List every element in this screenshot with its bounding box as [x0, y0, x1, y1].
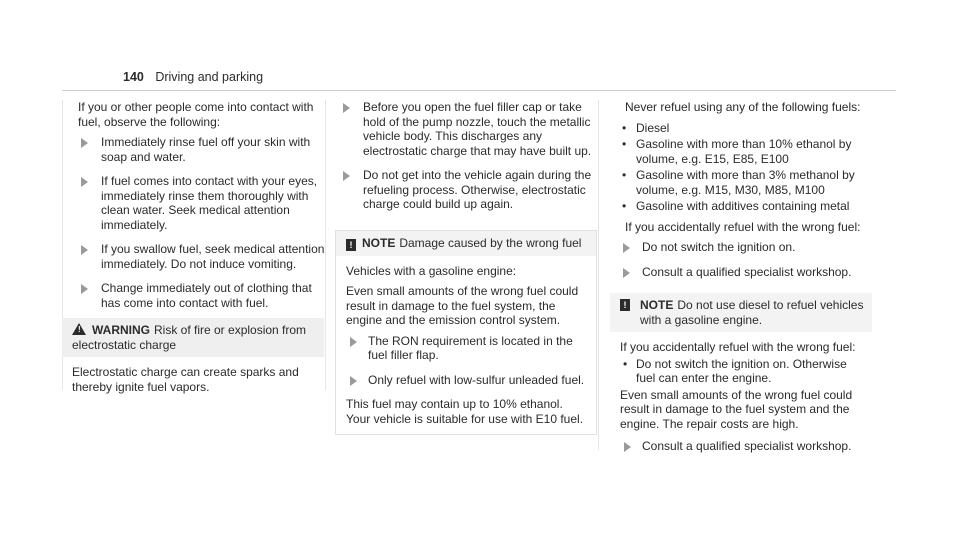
note-list: [620, 357, 864, 386]
step: [620, 439, 864, 454]
step-text: Do not switch the ignition on.: [642, 240, 796, 254]
column-divider: [598, 100, 599, 450]
step-arrow-icon: [343, 171, 350, 181]
step-text: Do not get into the vehicle again during the refueling process. Otherwise, electrostatic charge could build up again.: [363, 168, 592, 211]
step: [335, 168, 597, 212]
step-text: If you swallow fuel, seek medical attention immediately. Do not induce vomiting.: [101, 242, 325, 271]
step-arrow-icon: [624, 442, 631, 452]
warning-label: WARNING: [92, 323, 150, 337]
note-sub: Even small amounts of the wrong fuel could result in damage to the fuel system and the engine. The repair costs are high.: [620, 387, 853, 431]
list-item: • Diesel: [610, 121, 872, 136]
note-label: NOTE: [640, 298, 674, 312]
note-title: Damage caused by the wrong fuel: [399, 235, 582, 250]
warning-box-wrap: [62, 318, 324, 414]
step-text: Only refuel with low-sulfur unleaded fuel.: [368, 372, 585, 387]
accident-text: If you accidentally refuel with the wrong fuel:: [625, 219, 861, 234]
step: [346, 373, 588, 388]
warning-body: [62, 357, 324, 402]
step-arrow-icon: [81, 138, 88, 148]
step-text: Immediately rinse fuel off your skin with soap and water.: [101, 135, 311, 164]
header-rule: [62, 90, 896, 91]
note-box: [335, 230, 597, 436]
note-header: [336, 231, 596, 256]
note-p1: Vehicles with a gasoline engine:: [346, 263, 517, 278]
step-text: Change immediately out of clothing that has come into contact with fuel.: [101, 281, 312, 310]
warning-title: Risk of fire or explosion from electrostatic charge: [72, 323, 307, 352]
note-p3: This fuel may contain up to 10% ethanol. Your vehicle is suitable for use with E10 fuel.: [346, 397, 584, 426]
step: [610, 240, 872, 255]
section-title: Driving and parking: [155, 70, 264, 84]
fuel-list: [610, 121, 872, 214]
step-arrow-icon: [623, 243, 630, 253]
note-box: [610, 293, 872, 472]
step: [63, 135, 325, 164]
step-arrow-icon: [343, 103, 350, 113]
warning-text: Electrostatic charge can create sparks and thereby ignite fuel vapors.: [72, 365, 299, 394]
step-arrow-icon: [350, 376, 357, 386]
step-arrow-icon: [623, 268, 630, 278]
list-item: • Gasoline with more than 10% ethanol by volume, e.g. E15, E85, E100: [610, 137, 872, 166]
column-2: [335, 100, 597, 447]
step-text: The RON requirement is located in the fuel filler flap.: [368, 333, 573, 362]
intro-text: If you or other people come into contact with fuel, observe the following:: [78, 100, 314, 129]
step-arrow-icon: [81, 284, 88, 294]
note-title: Do not use diesel to refuel vehicles with a gasoline engine.: [640, 298, 864, 327]
note-header: [610, 293, 872, 332]
note-p2: Even small amounts of the wrong fuel could result in damage to the fuel system, the engine and the emission control system.: [346, 284, 579, 327]
column-3: [610, 100, 872, 484]
step-arrow-icon: [81, 245, 88, 255]
page-number: 140: [123, 70, 144, 84]
warning-box: [62, 318, 324, 402]
step-text: If fuel comes into contact with your eyes, immediately rinse them thoroughly with clean water. Seek medical attention immediately.: [101, 174, 318, 232]
step-text: Before you open the fuel filler cap or take hold of the pump nozzle, touch the metallic vehicle body. This discharges any electrostatic charge that may have built up.: [363, 100, 592, 158]
list-item: • Gasoline with additives containing metal: [610, 199, 872, 214]
step-arrow-icon: [81, 177, 88, 187]
note-body: [610, 332, 872, 472]
step: [610, 265, 872, 280]
intro-text: Never refuel using any of the following fuels:: [625, 100, 861, 114]
note-label: NOTE: [362, 235, 396, 250]
column-divider: [325, 100, 326, 390]
warning-header: [62, 318, 324, 357]
warning-triangle-icon: !: [72, 323, 86, 335]
page-header: [123, 70, 263, 85]
step: [346, 334, 588, 363]
step: [63, 242, 325, 271]
step-text: Consult a qualified specialist workshop.: [642, 439, 852, 453]
note-exclamation-icon: !: [620, 299, 630, 311]
step-text: Consult a qualified specialist workshop.: [642, 264, 852, 279]
step-arrow-icon: [350, 337, 357, 347]
step: [335, 100, 597, 158]
note-p1: If you accidentally refuel with the wrong fuel:: [620, 340, 856, 354]
note-body: [336, 256, 596, 435]
list-item: • Do not switch the ignition on. Otherwise fuel can enter the engine.: [620, 357, 864, 386]
note-exclamation-icon: !: [346, 239, 356, 251]
step: [63, 174, 325, 232]
list-item: • Gasoline with more than 3% methanol by volume, e.g. M15, M30, M85, M100: [610, 168, 872, 197]
step: [63, 281, 325, 310]
